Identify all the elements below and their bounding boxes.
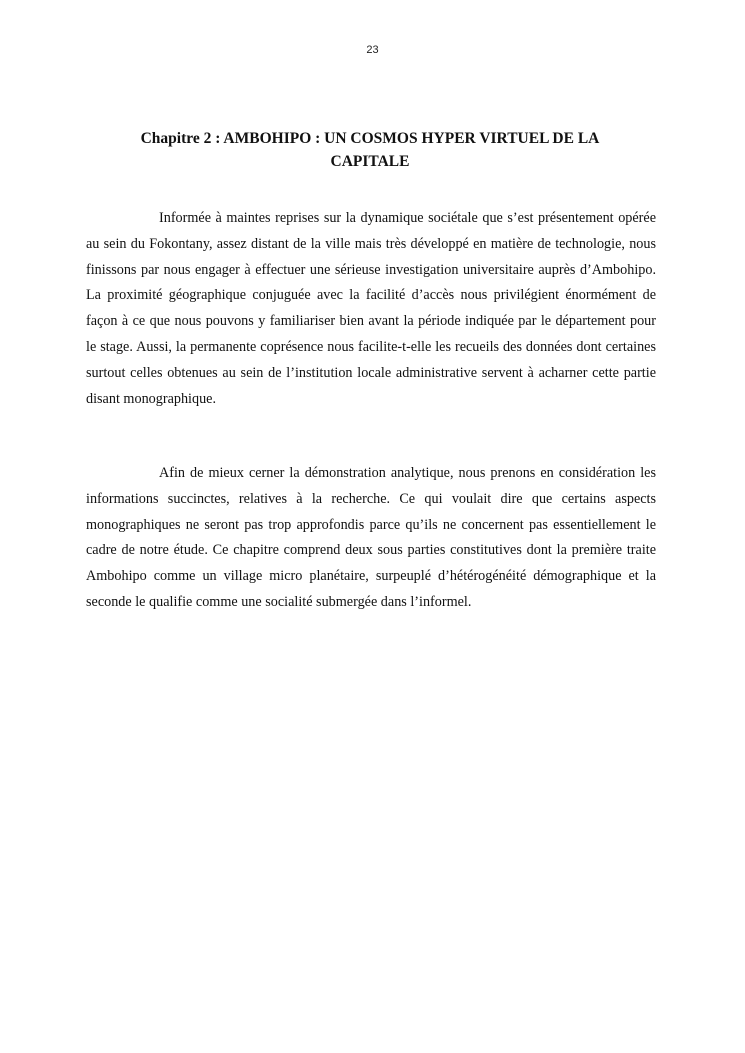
body-paragraph-2: Afin de mieux cerner la démonstration analytique, nous prenons en considération les informations succinctes, relatives à la recherche. Ce qui voulait dire que certains aspects monographiques ne seront pas trop approfondis parce qu’ils ne concernent pas essentiellement le cadre de notre étude. Ce chapitre comprend deux sous parties constitutives dont la première traite Ambohipo comme un village micro planétaire, surpeuplé d’hétérogénéité démographique et la seconde le qualifie comme une socialité submergée dans l’informel. (86, 465, 656, 610)
chapter-title: Chapitre 2 : AMBOHIPO : UN COSMOS HYPER VIRTUEL DE LA CAPITALE (140, 130, 600, 170)
page-number: 23 (366, 44, 379, 56)
body-paragraph-1: Informée à maintes reprises sur la dynamique sociétale que s’est présentement opérée au sein du Fokontany, assez distant de la ville mais très développé en matière de technologie, nous finissons par nous engager à effectuer une sérieuse investigation universitaire auprès d’Ambohipo. La proximité géographique conjuguée avec la facilité d’accès nous privilégient énormément de façon à ce que nous pouvons y familiariser bien avant la période indiquée par le département pour le stage. Aussi, la permanente coprésence nous facilite-t-elle les recueils des données dont certaines surtout celles obtenues au sein de l’institution locale administrative servent à acharner cette partie disant monographique. (86, 210, 656, 407)
